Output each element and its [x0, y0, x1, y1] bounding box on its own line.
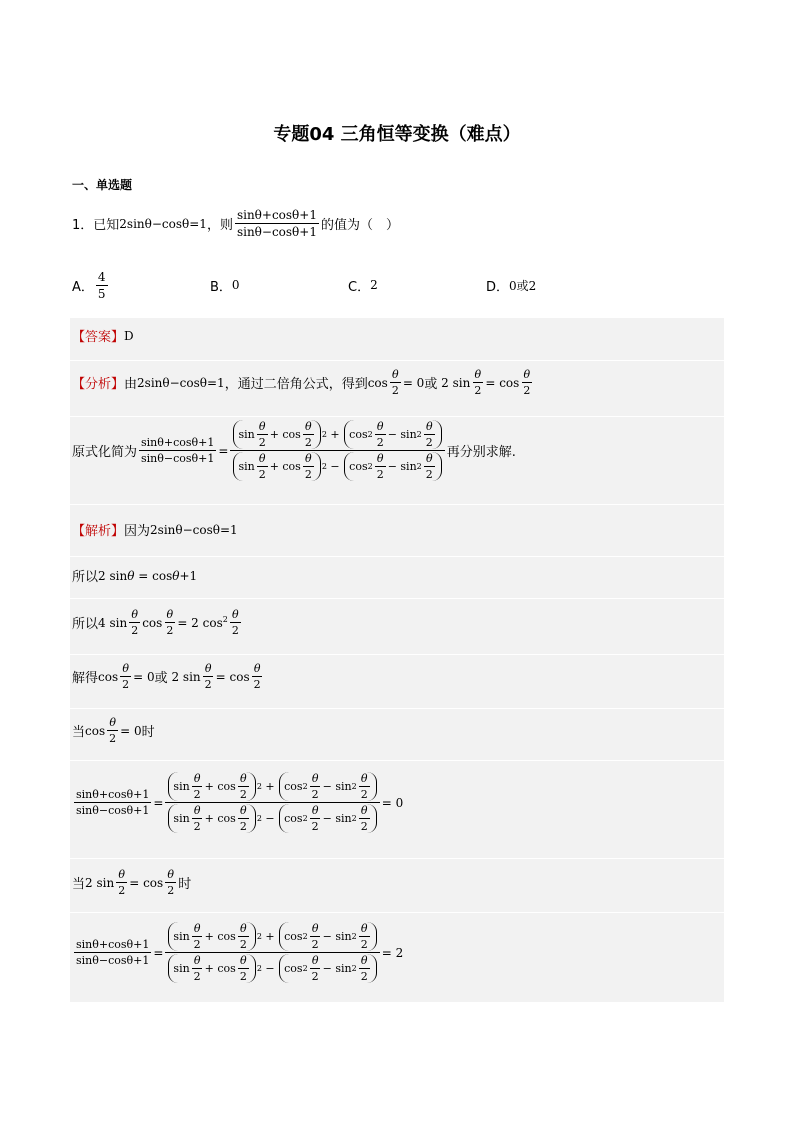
option-c-label: C． — [348, 279, 371, 295]
fraction — [139, 436, 216, 465]
fraction: $\frac{\theta}{2}$ — [474, 368, 482, 397]
divider — [70, 360, 724, 361]
option-a-num: 4 — [97, 269, 106, 284]
solution-tag: 【解析】 — [72, 524, 125, 539]
fraction-numerator: sinθ+cosθ+1 — [141, 436, 215, 449]
fraction: $\frac{\theta}{2}$ — [231, 608, 239, 637]
option-d-value: 0或2 — [509, 278, 537, 293]
analysis-row — [72, 368, 534, 397]
math: = — [218, 443, 229, 458]
divider — [70, 556, 724, 557]
math: 2 sinθ = cosθ+1 — [98, 568, 198, 583]
math: = — [153, 795, 164, 810]
fraction-numerator: sinθ+cosθ+1 — [76, 788, 150, 801]
question-1 — [72, 208, 399, 239]
solution-step-6 — [72, 868, 191, 897]
option-d-label: D． — [486, 279, 510, 295]
question-number: 1．已知 — [72, 218, 120, 233]
solution-step-3 — [72, 608, 243, 637]
solution-text: 时 — [178, 877, 192, 892]
analysis-text: 由 — [124, 377, 138, 392]
option-a-label: A． — [72, 279, 94, 295]
analysis-simplify-row — [72, 420, 516, 481]
solution-text: 所以 — [72, 570, 99, 585]
option-a[interactable] — [72, 266, 110, 304]
answer-row — [72, 326, 134, 345]
solution-step-5 — [72, 716, 155, 745]
big-fraction: sin $\frac{\theta}{2}$ + cos $\frac{\theta}{2}$ 2 + cos 2 $\frac{\theta}{2}$ − sin 2 $\frac{\theta}{2}$ sin $\frac{\theta}{2}$ + cos $\frac{\theta}{2}$ 2 − cos 2 $\frac{\theta}{2}$ − sin 2 $\frac{\theta}{2}$ — [230, 420, 444, 481]
math: = cos — [485, 375, 520, 390]
option-b-value: 0 — [231, 278, 240, 292]
fraction: $\frac{\theta}{2}$ — [523, 368, 531, 397]
option-b[interactable] — [210, 266, 240, 304]
math: = 0 — [133, 669, 155, 684]
math: = cos — [215, 669, 250, 684]
divider — [70, 598, 724, 599]
solution-text: 或 — [154, 671, 168, 686]
divider — [70, 504, 724, 505]
case-1-result: = 0 — [381, 795, 404, 810]
option-c[interactable] — [348, 266, 378, 304]
analysis-equation: 2sinθ−cosθ=1 — [137, 375, 225, 390]
math: = 0 — [402, 375, 425, 390]
math: = 0 — [120, 723, 142, 738]
divider — [70, 912, 724, 913]
case-2-result: = 2 — [381, 945, 404, 960]
big-fraction: sin $\frac{\theta}{2}$ + cos $\frac{\theta}{2}$ 2 + cos 2 $\frac{\theta}{2}$ − sin 2 $\frac{\theta}{2}$ sin $\frac{\theta}{2}$ + cos $\frac{\theta}{2}$ 2 − cos 2 $\frac{\theta}{2}$ − sin 2 $\frac{\theta}{2}$ — [165, 922, 379, 983]
fraction-denominator: sinθ−cosθ+1 — [141, 452, 215, 465]
divider — [70, 760, 724, 761]
math: = cos — [129, 875, 164, 890]
solution-text: 时 — [141, 725, 155, 740]
fraction-denominator: sinθ−cosθ+1 — [76, 954, 150, 967]
fraction: $\frac{\theta}{2}$ — [204, 662, 212, 691]
fraction-denominator: sinθ−cosθ+1 — [236, 225, 317, 239]
math: 4 sin — [98, 615, 128, 630]
case-1-equation — [72, 772, 403, 833]
fraction: $\frac{\theta}{2}$ — [167, 868, 175, 897]
analysis-text: 或 — [424, 377, 438, 392]
question-given: 2sinθ−cosθ=1 — [119, 216, 207, 231]
solution-step-4 — [72, 662, 265, 691]
math: 2 sin — [437, 375, 471, 390]
answer-value: D — [124, 328, 134, 343]
solution-text: 所以 — [72, 617, 99, 632]
math: 2 sin — [85, 875, 115, 890]
fraction: $\frac{\theta}{2}$ — [253, 662, 261, 691]
case-2-equation — [72, 922, 403, 983]
divider — [70, 858, 724, 859]
solution-text: 当 — [72, 877, 86, 892]
fraction-numerator: sinθ+cosθ+1 — [236, 208, 317, 222]
analysis-text: 原式化简为 — [72, 445, 138, 460]
fraction: $\frac{\theta}{2}$ — [109, 716, 117, 745]
option-b-label: B． — [210, 279, 232, 295]
analysis-tag: 【分析】 — [72, 377, 125, 392]
math: cos — [98, 669, 119, 684]
option-a-fraction — [96, 270, 108, 301]
math: = 2 $\cos^2$ — [177, 615, 228, 630]
big-fraction: sin $\frac{\theta}{2}$ + cos $\frac{\theta}{2}$ 2 + cos 2 $\frac{\theta}{2}$ − sin 2 $\frac{\theta}{2}$ sin $\frac{\theta}{2}$ + cos $\frac{\theta}{2}$ 2 − cos 2 $\frac{\theta}{2}$ − sin 2 $\frac{\theta}{2}$ — [165, 772, 379, 833]
answer-tag: 【答案】 — [72, 330, 125, 345]
analysis-text: 再分别求解. — [446, 445, 516, 460]
solution-equation: 2sinθ−cosθ=1 — [150, 522, 238, 537]
divider — [70, 654, 724, 655]
fraction: $\frac{\theta}{2}$ — [118, 868, 126, 897]
question-mid: ，则 — [206, 218, 233, 233]
fraction — [74, 788, 151, 817]
fraction: $\frac{\theta}{2}$ — [391, 368, 399, 397]
solution-step-2 — [72, 566, 197, 585]
fraction: $\frac{\theta}{2}$ — [122, 662, 130, 691]
fraction: $\frac{\theta}{2}$ — [131, 608, 139, 637]
divider — [70, 708, 724, 709]
solution-text: 当 — [72, 725, 86, 740]
options — [72, 266, 732, 304]
math: cos — [142, 615, 163, 630]
fraction-denominator: sinθ−cosθ+1 — [76, 804, 150, 817]
option-c-value: 2 — [370, 278, 378, 292]
question-fraction — [235, 208, 319, 239]
math: cos — [367, 375, 388, 390]
option-a-den: 5 — [97, 286, 106, 301]
fraction-numerator: sinθ+cosθ+1 — [76, 938, 150, 951]
math: cos — [85, 723, 106, 738]
solution-text: 解得 — [72, 671, 99, 686]
question-tail: 的值为（ ） — [320, 218, 399, 233]
fraction: $\frac{\theta}{2}$ — [166, 608, 174, 637]
fraction — [74, 938, 151, 967]
section-heading: 一、单选题 — [72, 178, 133, 192]
option-d[interactable] — [486, 266, 536, 304]
math: 2 sin — [167, 669, 201, 684]
page-title: 专题04 三角恒等变换（难点） — [273, 124, 521, 145]
divider — [70, 416, 724, 417]
solution-row — [72, 520, 238, 539]
solution-text: 因为 — [124, 524, 151, 539]
math: = — [153, 945, 164, 960]
analysis-text: ，通过二倍角公式，得到 — [224, 377, 368, 392]
